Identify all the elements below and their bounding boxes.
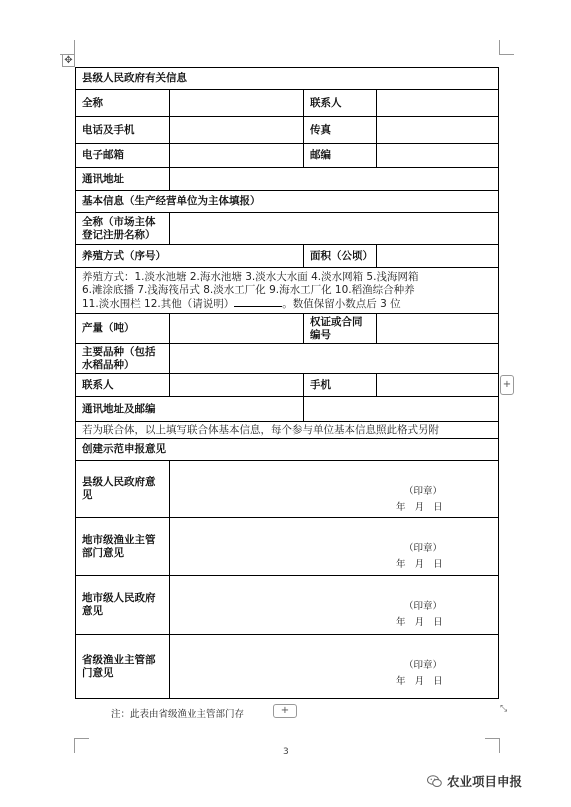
add-column-button[interactable] xyxy=(273,704,297,718)
mobile-field[interactable] xyxy=(377,374,499,397)
label-full-name: 全称 xyxy=(76,90,170,117)
label-farming-method: 养殖方式（序号） xyxy=(76,245,304,268)
fax-field[interactable] xyxy=(377,117,499,144)
section-title-county: 县级人民政府有关信息 xyxy=(76,68,499,90)
table-row xyxy=(76,344,499,374)
opinion-label: 地市级渔业主管部门意见 xyxy=(76,518,170,576)
label-contact: 联系人 xyxy=(304,90,377,117)
opinion-row xyxy=(76,635,499,699)
output-field[interactable] xyxy=(170,314,304,344)
opinion-row xyxy=(76,576,499,635)
label-phone: 电话及手机 xyxy=(76,117,170,144)
label-rights-no: 权证或合同编号 xyxy=(304,314,377,344)
area-field[interactable] xyxy=(377,245,499,268)
plus-icon: + xyxy=(502,379,512,390)
label-output: 产量（吨） xyxy=(76,314,170,344)
farming-options-line: 6.滩涂底播 7.浅海筏吊式 8.淡水工厂化 9.海水工厂化 10.稻渔综合种养 xyxy=(82,283,415,296)
main-species-field[interactable] xyxy=(170,344,499,374)
section-row xyxy=(76,68,499,90)
label-fax: 传真 xyxy=(304,117,377,144)
label-area: 面积（公顷） xyxy=(304,245,377,268)
email-field[interactable] xyxy=(170,144,304,168)
opinion-row xyxy=(76,461,499,518)
phone-field[interactable] xyxy=(170,117,304,144)
seal-text: （印章） xyxy=(404,660,443,671)
joint-note: 若为联合体，以上填写联合体基本信息，每个参与单位基本信息照此格式另附 xyxy=(76,422,499,439)
table-row xyxy=(76,144,499,168)
opinion-label: 县级人民政府意见 xyxy=(76,461,170,518)
opinion-field[interactable] xyxy=(170,461,499,518)
label-mobile: 手机 xyxy=(304,374,377,397)
label-address: 通讯地址 xyxy=(76,168,170,191)
label-address-postcode: 通讯地址及邮编 xyxy=(76,397,304,422)
contact-2-field[interactable] xyxy=(170,374,304,397)
address-postcode-field[interactable] xyxy=(304,397,499,422)
section-title-basic: 基本信息（生产经营单位为主体填报） xyxy=(76,191,499,213)
table-row xyxy=(76,213,499,245)
section-title-application: 创建示范申报意见 xyxy=(76,439,499,461)
footer-note: 注：此表由省级渔业主管部门存 xyxy=(111,709,245,720)
table-row xyxy=(76,314,499,344)
watermark-text: 农业项目申报 xyxy=(447,774,523,789)
table-row xyxy=(76,117,499,144)
rights-no-field[interactable] xyxy=(377,314,499,344)
move-icon: ✥ xyxy=(64,55,73,66)
corner-mark-top-right xyxy=(499,40,514,55)
table-row xyxy=(76,397,499,422)
section-row xyxy=(76,439,499,461)
opinion-row xyxy=(76,518,499,576)
unit-name-field[interactable] xyxy=(170,213,499,245)
label-main-species: 主要品种（包括水稻品种） xyxy=(76,344,170,374)
add-row-button[interactable] xyxy=(500,375,514,395)
date-line: 年 月 日 xyxy=(396,559,443,570)
opinion-label: 省级渔业主管部门意见 xyxy=(76,635,170,699)
table-move-handle[interactable] xyxy=(62,54,75,67)
date-line: 年 月 日 xyxy=(396,617,443,628)
farming-options-line: 11.淡水围栏 12.其他（请说明） 。数值保留小数点后 3 位 xyxy=(82,297,401,310)
plus-icon: + xyxy=(280,705,290,716)
label-contact-2: 联系人 xyxy=(76,374,170,397)
table-row xyxy=(76,245,499,268)
farming-options-line: 养殖方式：1.淡水池塘 2.海水池塘 3.淡水大水面 4.淡水网箱 5.浅海网箱 xyxy=(82,270,419,283)
other-underline[interactable] xyxy=(234,297,282,307)
corner-mark-bottom-left xyxy=(74,738,89,753)
opinion-field[interactable] xyxy=(170,518,499,576)
date-line: 年 月 日 xyxy=(396,676,443,687)
seal-text: （印章） xyxy=(404,601,443,612)
resize-icon: ⤡ xyxy=(500,704,508,714)
opinion-field[interactable] xyxy=(170,576,499,635)
full-name-field[interactable] xyxy=(170,90,304,117)
corner-mark-bottom-right xyxy=(485,738,500,753)
page-number: 3 xyxy=(283,747,289,757)
seal-text: （印章） xyxy=(404,543,443,554)
contact-field[interactable] xyxy=(377,90,499,117)
table-row xyxy=(76,422,499,439)
section-row xyxy=(76,191,499,213)
table-resize-handle[interactable] xyxy=(500,704,510,714)
address-field[interactable] xyxy=(170,168,499,191)
corner-mark-top-left xyxy=(60,40,75,55)
opinion-field[interactable] xyxy=(170,635,499,699)
postcode-field[interactable] xyxy=(377,144,499,168)
farming-options-note xyxy=(76,268,499,314)
label-email: 电子邮箱 xyxy=(76,144,170,168)
table-row xyxy=(76,90,499,117)
seal-text: （印章） xyxy=(404,486,443,497)
table-row xyxy=(76,168,499,191)
table-row xyxy=(76,268,499,314)
application-form-table xyxy=(75,67,499,699)
opinion-label: 地市级人民政府意见 xyxy=(76,576,170,635)
label-unit-name: 全称（市场主体登记注册名称） xyxy=(76,213,170,245)
wechat-icon xyxy=(427,775,442,788)
table-row xyxy=(76,374,499,397)
date-line: 年 月 日 xyxy=(396,502,443,513)
label-postcode: 邮编 xyxy=(304,144,377,168)
